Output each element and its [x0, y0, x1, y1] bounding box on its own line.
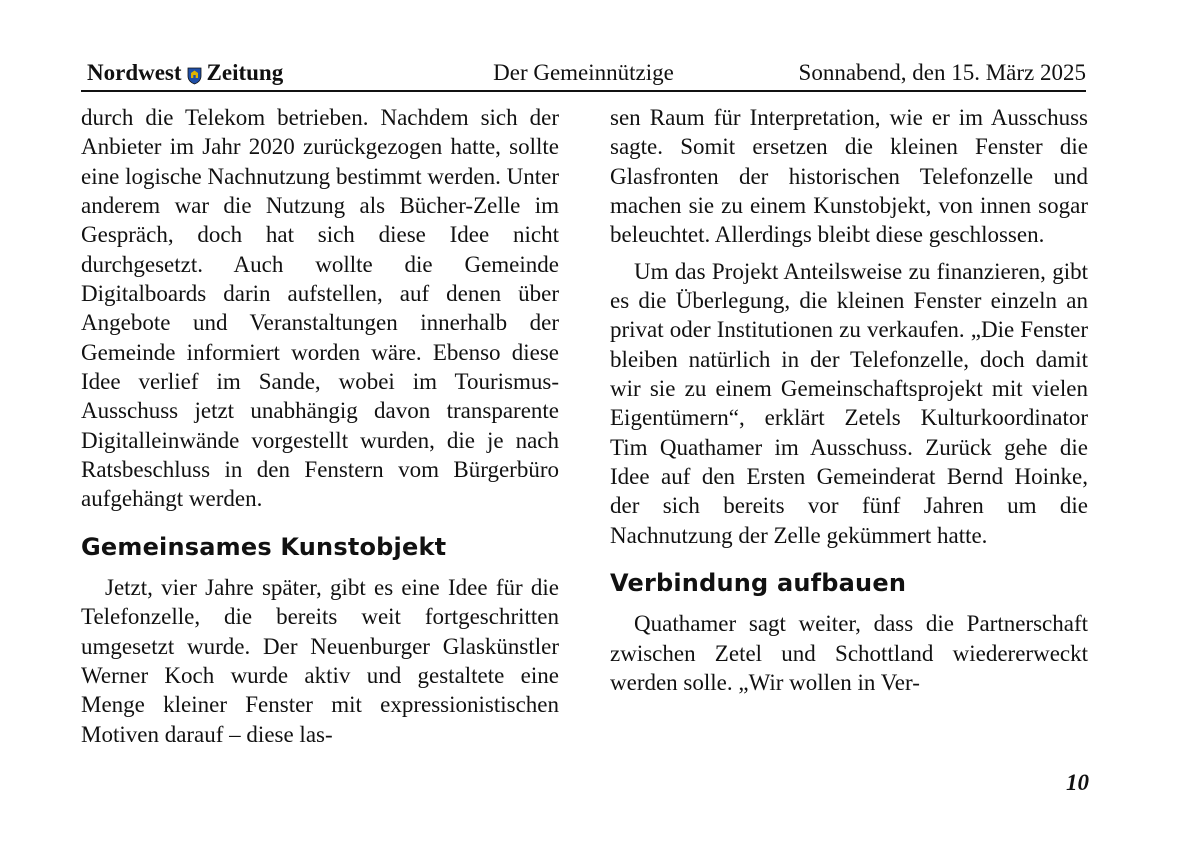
subheading: Verbindung aufbauen — [610, 569, 907, 598]
right-column — [610, 103, 1088, 697]
paragraph: Jetzt, vier Jahre später, gibt es eine Idee für die Telefonzelle, die bereits weit fortgeschritten umgesetzt wurde. Der Neuenburger Glaskünstler Werner Koch wurde aktiv und gestaltete eine Menge kleiner Fenster mit expressionistischen Motiven darauf – diese las- — [81, 574, 559, 747]
masthead-name-right: Zeitung — [206, 60, 284, 85]
subheading: Gemeinsames Kunstobjekt — [81, 532, 447, 561]
section-title: Der Gemeinnützige — [493, 60, 674, 85]
paragraph: durch die Telekom betrieben. Nachdem sich der Anbieter im Jahr 2020 zurückgezogen hatte, sollte eine logische Nachnutzung bestimmt werden. Unter anderem war die Nutzung als Bücher-Zelle im Gespräch, doch hat sich diese Idee nicht durchgesetzt. Auch wollte die Gemeinde Digitalboards darin aufstellen, auf denen über Angebote und Veranstaltungen innerhalb der Gemeinde informiert worden wäre. Ebenso diese Idee verlief im Sande, wobei im Tourismus-Ausschuss jetzt unabhängig davon transparente Digitalleinwände vorgestellt wurden, die je nach Ratsbeschluss in den Fenstern vom Bürgerbüro aufgehängt werden. — [81, 105, 559, 512]
page-header — [81, 58, 1086, 92]
masthead-name-left: Nordwest — [87, 60, 182, 85]
page-number: 10 — [1066, 770, 1089, 795]
paragraph: Quathamer sagt weiter, dass die Partnerschaft zwischen Zetel und Schottland wiedererweckt werden solle. „Wir wollen in Ver- — [610, 611, 1088, 695]
left-column — [81, 103, 559, 749]
paragraph: Um das Projekt Anteilsweise zu finanzieren, gibt es die Überlegung, die kleinen Fenster einzeln an privat oder Institutionen zu verkaufen. „Die Fenster bleiben natürlich in der Telefonzelle, doch damit wir sie zu einem Gemeinschaftsprojekt mit vielen Eigentümern“, erklärt Zetels Kulturkoordinator Tim Quathamer im Ausschuss. Zurück gehe die Idee auf den Ersten Gemeinderat Bernd Hoinke, der sich bereits vor fünf Jahren um die Nachnutzung der Zelle gekümmert hatte. — [610, 258, 1088, 548]
issue-date: Sonnabend, den 15. März 2025 — [798, 60, 1086, 85]
paragraph: sen Raum für Interpretation, wie er im Ausschuss sagte. Somit ersetzen die kleinen Fenster die Glasfronten der historischen Telefonzelle und machen sie zu einem Kunstobjekt, von innen sogar beleuchtet. Allerdings bleibt diese geschlossen. — [610, 105, 1088, 248]
